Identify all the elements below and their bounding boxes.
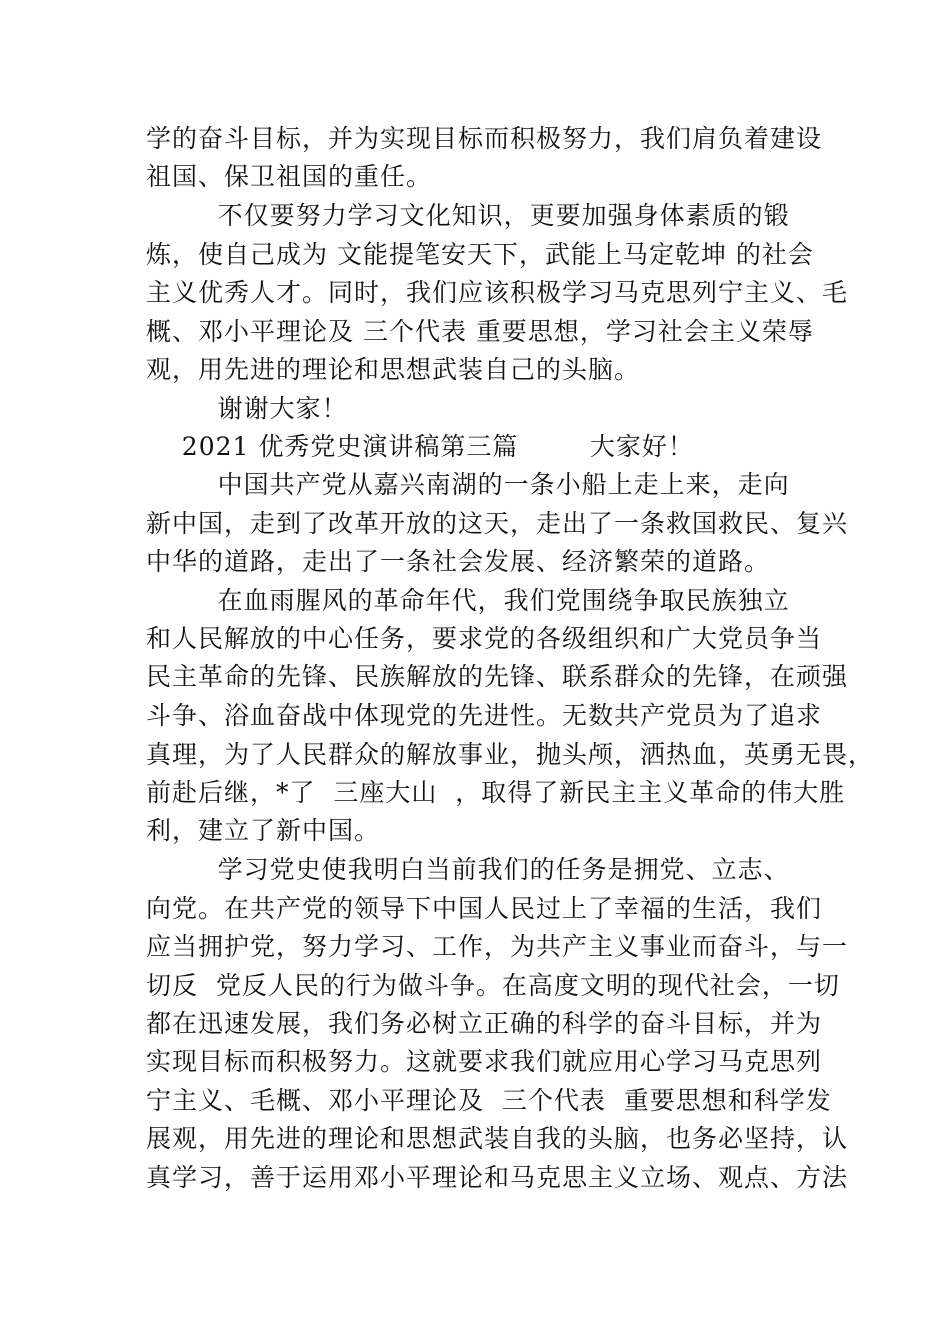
section-heading: 2021 优秀党史演讲稿第三篇 大家好！ [146,432,694,461]
text-line: 学的奋斗目标，并为实现目标而积极努力，我们肩负着建设 [146,124,823,153]
text-line: 中华的道路，走出了一条社会发展、经济繁荣的道路。 [146,547,771,576]
text-line: 主义优秀人才。同时，我们应该积极学习马克思列宁主义、毛 [146,278,849,307]
text-line: 真学习，善于运用邓小平理论和马克思主义立场、观点、方法 [146,1163,849,1192]
text-line: 不仅要努力学习文化知识，更要加强身体素质的锻 [146,201,790,230]
text-line: 学习党史使我明白当前我们的任务是拥党、立志、 [146,855,790,884]
text-line: 祖国、保卫祖国的重任。 [146,162,433,191]
text-line: 实现目标而积极努力。这就要求我们就应用心学习马克思列 [146,1047,823,1076]
text-line: 切反 党反人民的行为做斗争。在高度文明的现代社会，一切 [146,971,840,1000]
text-line: 宁主义、毛概、邓小平理论及 三个代表 重要思想和科学发 [146,1086,832,1115]
text-line: 展观，用先进的理论和思想武装自我的头脑，也务必坚持，认 [146,1124,849,1153]
text-line: 和人民解放的中心任务，要求党的各级组织和广大党员争当 [146,624,823,653]
text-line: 观，用先进的理论和思想武装自己的头脑。 [146,355,641,384]
text-line: 斗争、浴血奋战中体现党的先进性。无数共产党员为了追求 [146,701,823,730]
text-line: 民主革命的先锋、民族解放的先锋、联系群众的先锋，在顽强 [146,662,849,691]
text-line: 应当拥护党，努力学习、工作，为共产主义事业而奋斗，与一 [146,932,849,961]
text-line: 炼，使自己成为 文能提笔安天下，武能上马定乾坤 的社会 [146,240,814,269]
text-line: 都在迅速发展，我们务必树立正确的科学的奋斗目标，并为 [146,1009,823,1038]
text-line: 新中国，走到了改革开放的这天，走出了一条救国救民、复兴 [146,509,849,538]
text-line: 向党。在共产党的领导下中国人民过上了幸福的生活，我们 [146,894,823,923]
text-line: 利，建立了新中国。 [146,816,381,845]
text-line: 真理，为了人民群众的解放事业，抛头颅，洒热血，英勇无畏， [146,740,875,769]
text-line: 中国共产党从嘉兴南湖的一条小船上走上来，走向 [146,470,790,499]
text-line: 在血雨腥风的革命年代，我们党围绕争取民族独立 [146,586,790,615]
text-line: 谢谢大家！ [146,394,348,423]
text-line: 前赴后继，*了 三座大山 ，取得了新民主主义革命的伟大胜 [146,778,846,807]
text-line: 概、邓小平理论及 三个代表 重要思想，学习社会主义荣辱 [146,317,814,346]
